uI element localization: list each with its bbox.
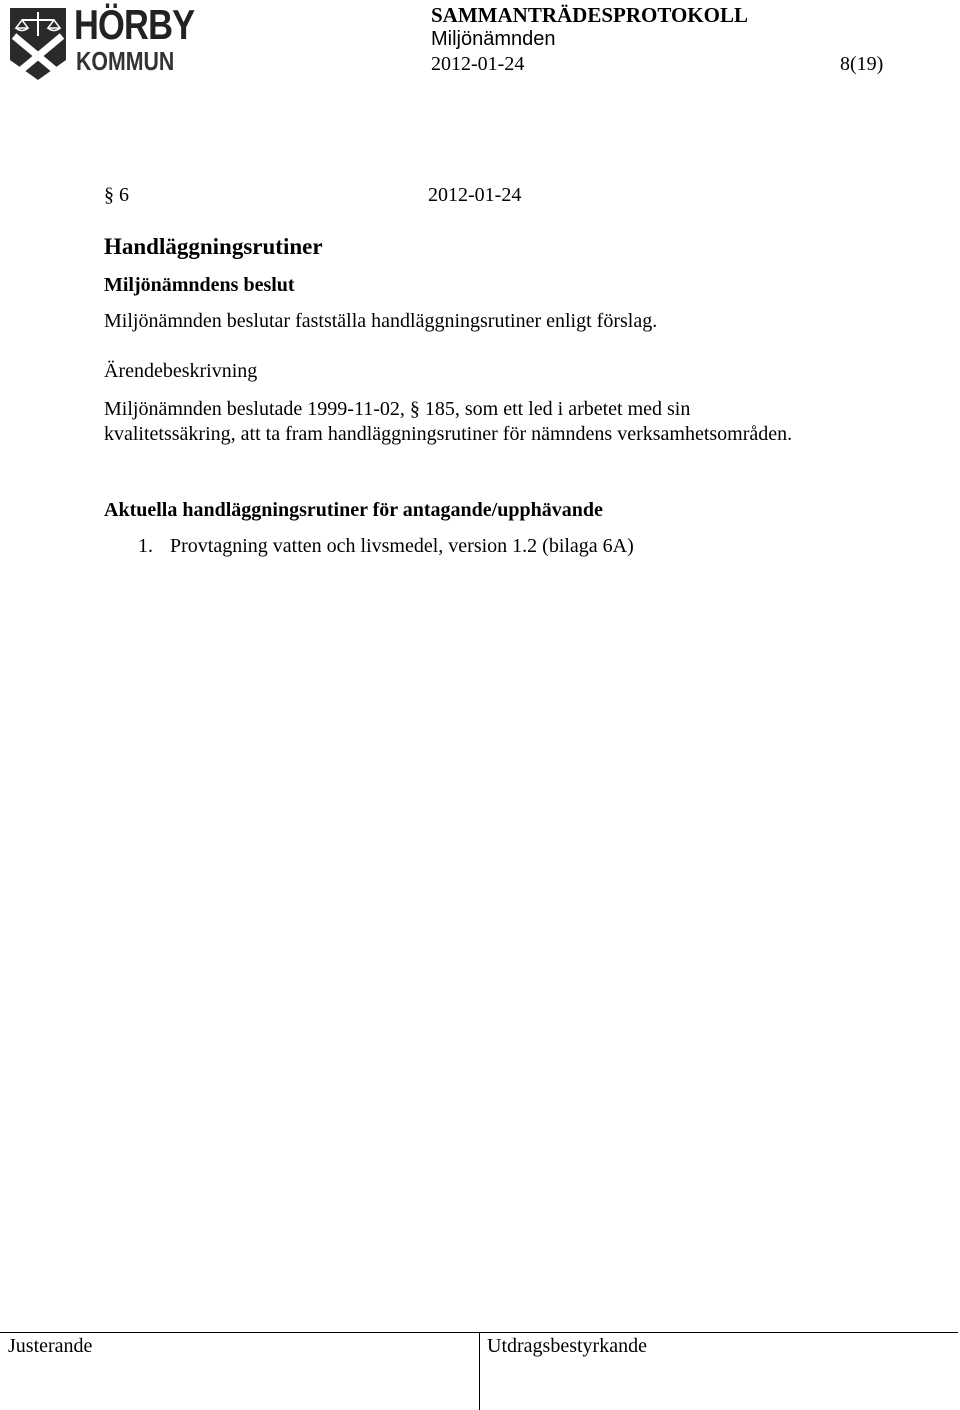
decision-heading: Miljönämndens beslut <box>104 274 295 296</box>
list-item-text: Provtagning vatten och livsmedel, version 1.2 (bilaga 6A) <box>170 535 634 557</box>
description-heading: Ärendebeskrivning <box>104 360 258 382</box>
list-item-number: 1. <box>138 535 153 557</box>
municipality-logo <box>8 1 195 84</box>
logo-subword: KOMMUN <box>76 46 175 76</box>
footer-column-divider <box>479 1332 480 1410</box>
description-text: Miljönämnden beslutade 1999-11-02, § 185, som ett led i arbetet med sin kvalitetssäkring, att ta fram handläggningsrutiner för nämndens verksamhetsområden. <box>104 398 793 445</box>
paragraph-date: 2012-01-24 <box>428 184 522 206</box>
meeting-date: 2012-01-24 <box>431 53 525 75</box>
coat-of-arms-icon <box>8 6 68 82</box>
page-number: 8(19) <box>840 53 884 75</box>
footer-certifier-label: Utdragsbestyrkande <box>487 1335 647 1357</box>
committee-name: Miljönämnden <box>431 28 556 50</box>
section-title: Handläggningsrutiner <box>104 234 323 259</box>
decision-text: Miljönämnden beslutar fastställa handläggningsrutiner enligt förslag. <box>104 310 658 332</box>
document-type: SAMMANTRÄDESPROTOKOLL <box>431 3 748 27</box>
footer-adjuster-label: Justerande <box>8 1335 93 1357</box>
routines-heading: Aktuella handläggningsrutiner för antagande/upphävande <box>104 499 603 521</box>
paragraph-number: § 6 <box>104 184 129 206</box>
logo-wordmark: HÖRBY <box>74 1 195 48</box>
list-item <box>138 535 634 558</box>
